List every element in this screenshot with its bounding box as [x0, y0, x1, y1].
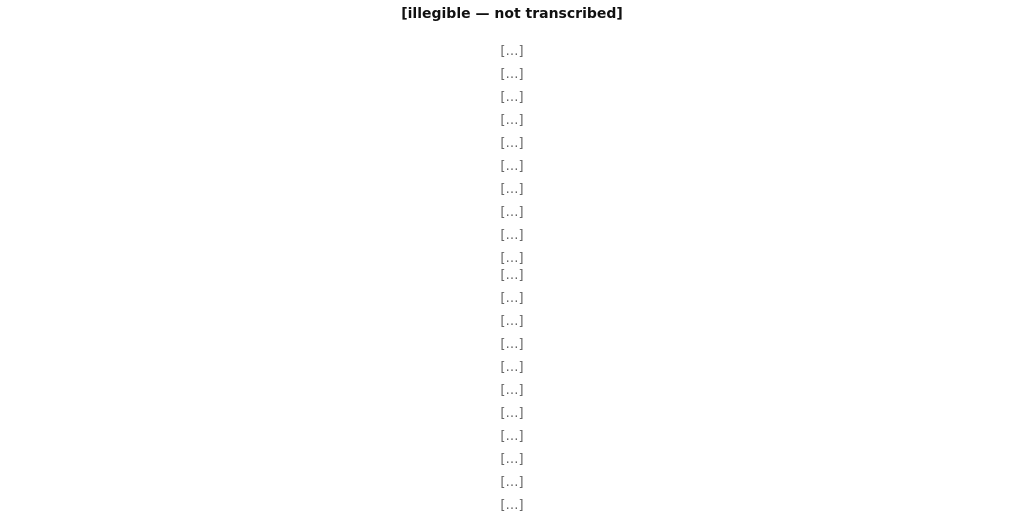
text-line: […] — [500, 314, 524, 329]
notice-title: [illegible — not transcribed] — [401, 6, 623, 22]
text-line: […] — [500, 228, 524, 243]
text-line: […] — [500, 291, 524, 306]
text-line: […] — [500, 268, 524, 283]
text-line: […] — [500, 67, 524, 82]
text-line: […] — [500, 475, 524, 490]
text-line: […] — [500, 251, 524, 266]
text-line: […] — [500, 429, 524, 444]
text-line: […] — [500, 498, 524, 513]
text-line: […] — [500, 452, 524, 467]
text-line: […] — [500, 205, 524, 220]
text-line: […] — [500, 90, 524, 105]
notice-paragraph-1 — [14, 40, 1010, 270]
text-line: […] — [500, 159, 524, 174]
text-line: […] — [500, 136, 524, 151]
text-line: […] — [500, 406, 524, 421]
text-line: […] — [500, 383, 524, 398]
text-line: […] — [500, 113, 524, 128]
notice-paragraph-2 — [14, 264, 1010, 517]
text-line: […] — [500, 44, 524, 59]
text-line: […] — [500, 360, 524, 375]
text-line: […] — [500, 182, 524, 197]
text-line: […] — [500, 337, 524, 352]
